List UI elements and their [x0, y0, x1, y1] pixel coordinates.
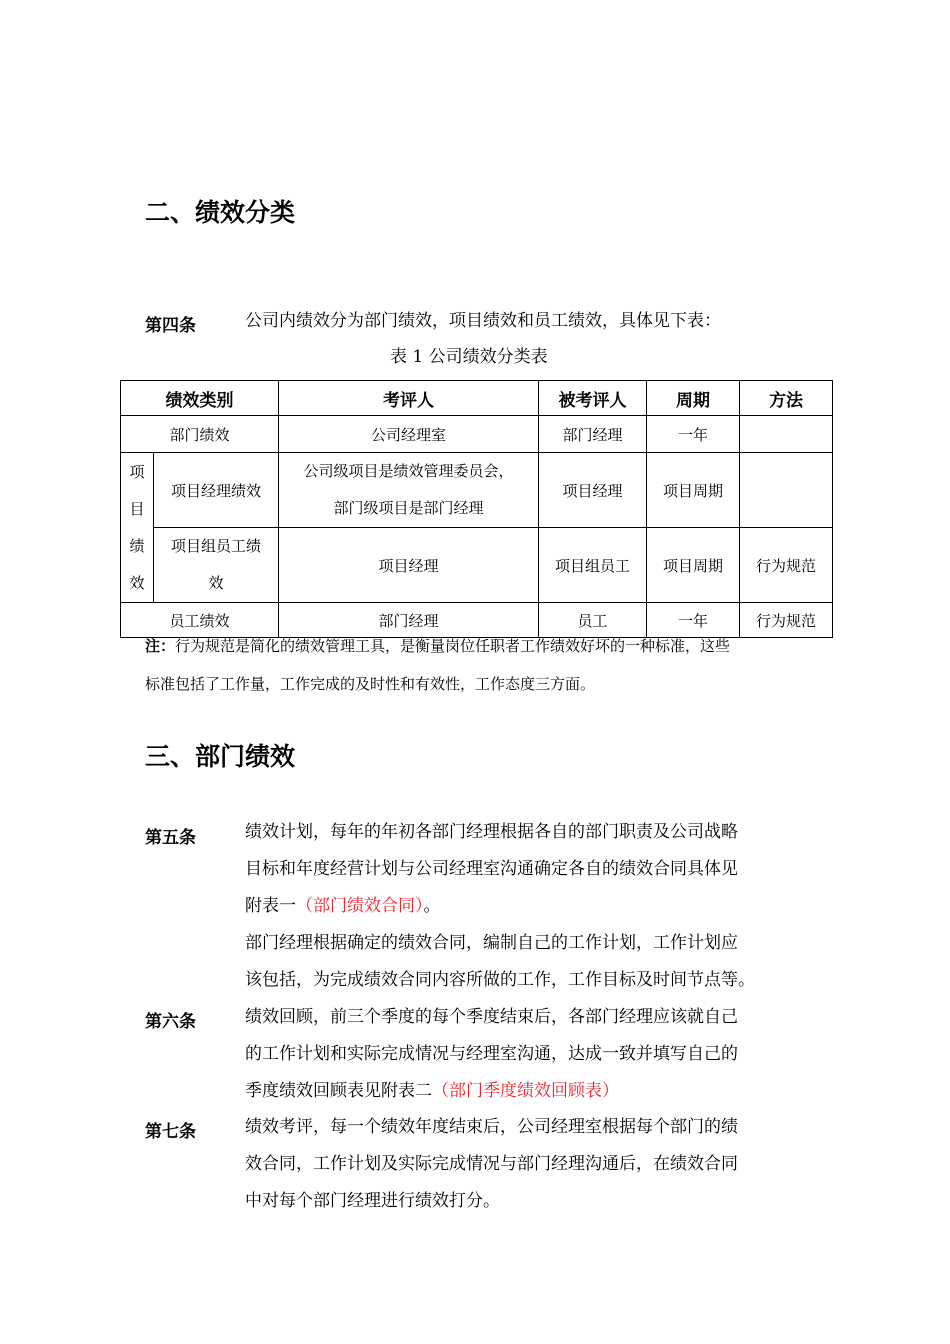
article-4-text: 公司内绩效分为部门绩效，项目绩效和员工绩效，具体见下表：	[245, 311, 721, 331]
table-note	[145, 627, 845, 703]
note-label: 注：	[145, 637, 176, 655]
performance-classification-table	[120, 380, 833, 638]
cell-assessee: 项目组员工	[539, 528, 647, 603]
header-assessor: 考评人	[279, 381, 539, 416]
cell-assessee: 项目经理	[539, 453, 647, 528]
appendix-2-link: （部门季度绩效回顾表）	[432, 1081, 619, 1101]
section-title-department: 三、部门绩效	[145, 742, 296, 771]
article-5-text: 绩效计划，每年的年初各部门经理根据各自的部门职责及公司战略 目标和年度经营计划与公司经理室沟通确定各自的绩效合同具体见 附表一（部门绩效合同）。 部门经理根据确定的绩效合同，编制自己的工作计划，工作计划应 该包括，为完成绩效合同内容所做的工作，工作目标及时间节点等。	[245, 822, 755, 990]
cell-period: 一年	[647, 603, 740, 638]
article-7-text: 绩效考评，每一个绩效年度结束后，公司经理室根据每个部门的绩 效合同，工作计划及实际完成情况与部门经理沟通后，在绩效合同 中对每个部门经理进行绩效打分。	[245, 1117, 738, 1211]
cell-category: 项目组员工绩 效	[154, 528, 279, 603]
appendix-1-link: （部门绩效合同）	[296, 896, 424, 916]
note-line-2: 标准包括了工作量，工作完成的及时性和有效性，工作态度三方面。	[145, 675, 596, 693]
cell-method	[740, 416, 833, 453]
cell-period: 一年	[647, 416, 740, 453]
table-row	[121, 528, 833, 603]
cell-method	[740, 453, 833, 528]
cell-category: 员工绩效	[121, 603, 279, 638]
cell-assessor: 项目经理	[279, 528, 539, 603]
article-5-label: 第五条	[145, 828, 196, 848]
cell-method: 行为规范	[740, 528, 833, 603]
article-4-label: 第四条	[145, 316, 196, 336]
cell-period: 项目周期	[647, 453, 740, 528]
article-7-label: 第七条	[145, 1122, 196, 1142]
table-header-row	[121, 381, 833, 416]
cell-assessor: 公司级项目是绩效管理委员会， 部门级项目是部门经理	[279, 453, 539, 528]
table-caption: 表 1 公司绩效分类表	[390, 347, 548, 367]
cell-period: 项目周期	[647, 528, 740, 603]
cell-category: 项目经理绩效	[154, 453, 279, 528]
note-line-1: 行为规范是简化的绩效管理工具，是衡量岗位任职者工作绩效好坏的一种标准，这些	[175, 637, 731, 655]
cell-assessor: 部门经理	[279, 603, 539, 638]
table-row	[121, 453, 833, 528]
cell-project-group: 项 目 绩 效	[121, 453, 154, 603]
cell-assessee: 部门经理	[539, 416, 647, 453]
header-assessee: 被考评人	[539, 381, 647, 416]
header-method: 方法	[740, 381, 833, 416]
article-6-text: 绩效回顾，前三个季度的每个季度结束后，各部门经理应该就自己 的工作计划和实际完成情况与经理室沟通，达成一致并填写自己的 季度绩效回顾表见附表二（部门季度绩效回顾表）	[245, 1007, 738, 1101]
section-title-classification: 二、绩效分类	[145, 198, 296, 227]
cell-category: 部门绩效	[121, 416, 279, 453]
cell-method: 行为规范	[740, 603, 833, 638]
cell-assessee: 员工	[539, 603, 647, 638]
article-6-label: 第六条	[145, 1012, 196, 1032]
cell-assessor: 公司经理室	[279, 416, 539, 453]
table-row	[121, 416, 833, 453]
header-period: 周期	[647, 381, 740, 416]
header-category: 绩效类别	[121, 381, 279, 416]
